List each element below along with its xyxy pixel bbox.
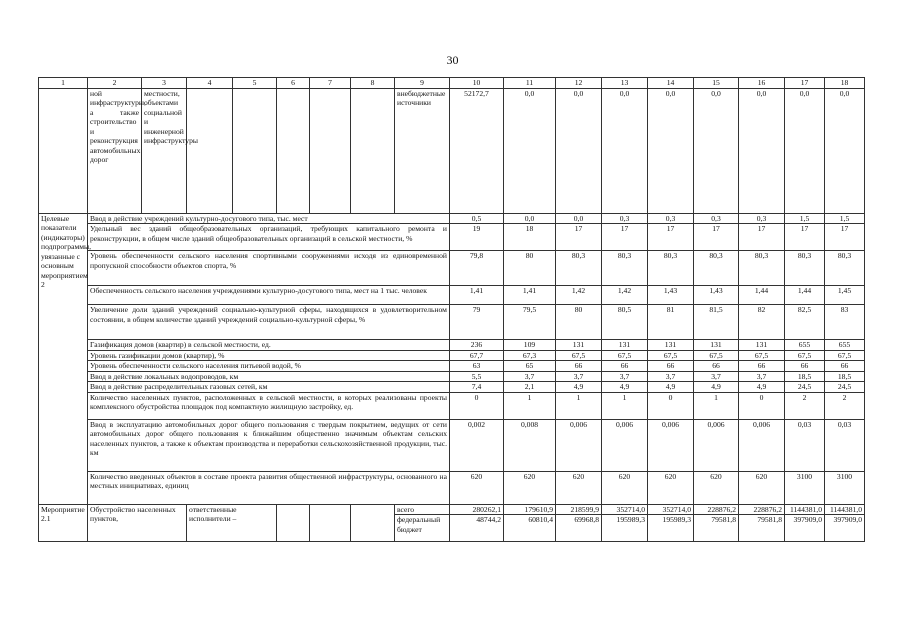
- indicator-value: 0,006: [739, 419, 785, 471]
- column-number: 15: [694, 78, 739, 89]
- indicator-value: 5,5: [450, 371, 504, 381]
- indicator-value: 1,43: [694, 286, 739, 305]
- indicator-value: 67,3: [504, 350, 556, 360]
- empty-cell: [277, 89, 310, 214]
- indicator-value: 0,5: [450, 214, 504, 224]
- indicator-value: 79: [450, 305, 504, 340]
- column-number: 6: [277, 78, 310, 89]
- indicator-value: 655: [825, 340, 865, 350]
- column-number: 10: [450, 78, 504, 89]
- indicator-value: 2: [785, 392, 825, 419]
- indicator-value: 1,44: [785, 286, 825, 305]
- indicator-value: 80,5: [602, 305, 648, 340]
- indicator-value: 19: [450, 224, 504, 251]
- indicator-value: 0,3: [648, 214, 694, 224]
- column-number: 5: [233, 78, 277, 89]
- indicator-value: 67,5: [648, 350, 694, 360]
- indicator-value: 1,5: [825, 214, 865, 224]
- indicator-value: 0,006: [602, 419, 648, 471]
- indicator-row: [39, 305, 865, 340]
- indicator-value: 1,42: [556, 286, 602, 305]
- indicator-value: 3,7: [504, 371, 556, 381]
- indicator-row: [39, 340, 865, 350]
- column-number: 8: [351, 78, 395, 89]
- funding-value: 1144381,0: [825, 504, 865, 514]
- indicator-value: 65: [504, 361, 556, 371]
- indicator-value: 236: [450, 340, 504, 350]
- funding-value: 179610,9: [504, 504, 556, 514]
- indicator-row: [39, 286, 865, 305]
- indicator-value: 620: [739, 471, 785, 504]
- funding-value: 69968,8: [556, 515, 602, 542]
- indicator-value: 83: [825, 305, 865, 340]
- indicator-value: 24,5: [785, 382, 825, 392]
- column-number: 9: [395, 78, 450, 89]
- value-cell: 0,0: [504, 89, 556, 214]
- indicator-value: 67,5: [825, 350, 865, 360]
- column-number: 4: [187, 78, 233, 89]
- indicator-value: 4,9: [556, 382, 602, 392]
- indicator-text: Газификация домов (квартир) в сельской местности, ед.: [88, 340, 450, 350]
- indicator-value: 67,7: [450, 350, 504, 360]
- responsible-executors: ответственные исполнители –: [187, 504, 277, 541]
- indicator-value: 81: [648, 305, 694, 340]
- measure-name: Обустройство населенных пунктов,: [88, 504, 187, 541]
- indicator-value: 80,3: [825, 251, 865, 286]
- indicator-value: 0: [739, 392, 785, 419]
- indicator-value: 3,7: [602, 371, 648, 381]
- column-number: 18: [825, 78, 865, 89]
- indicator-row: [39, 361, 865, 371]
- indicator-value: 18,5: [785, 371, 825, 381]
- funding-value: 195989,3: [648, 515, 694, 542]
- indicator-text: Уровень обеспеченности сельского населения спортивными сооружениями исходя из единовременной пропускной способности объектов спорта, %: [88, 251, 450, 286]
- indicator-value: 0,008: [504, 419, 556, 471]
- funding-value: 195989,3: [602, 515, 648, 542]
- measure-label: Мероприятие 2.1: [39, 504, 88, 541]
- indicator-value: 0,03: [785, 419, 825, 471]
- indicator-value: 131: [694, 340, 739, 350]
- indicator-text: Количество введенных объектов в составе проекта развития общественной инфраструктуры, основанного на местных инициативах, единиц: [88, 471, 450, 504]
- indicator-value: 1,43: [648, 286, 694, 305]
- empty-cell: [233, 89, 277, 214]
- value-cell: 0,0: [648, 89, 694, 214]
- indicator-value: 80,3: [602, 251, 648, 286]
- indicator-value: 0,03: [825, 419, 865, 471]
- indicator-value: 3,7: [694, 371, 739, 381]
- column-number: 3: [142, 78, 187, 89]
- indicator-value: 66: [648, 361, 694, 371]
- empty-cell: [351, 504, 395, 541]
- indicator-text: Ввод в эксплуатацию автомобильных дорог общего пользования с твердым покрытием, ведущих от сети автомобильных дорог общего пользования к ближайшим общественно значимым объектам сельских населенных пунктов, а также к объектам производства и переработки сельскохозяйственной продукции, тыс. км: [88, 419, 450, 471]
- indicator-value: 66: [694, 361, 739, 371]
- indicator-value: 81,5: [694, 305, 739, 340]
- indicator-value: 17: [739, 224, 785, 251]
- indicator-value: 24,5: [825, 382, 865, 392]
- indicator-text: Уровень газификации домов (квартир), %: [88, 350, 450, 360]
- indicator-row: [39, 371, 865, 381]
- indicator-value: 1: [556, 392, 602, 419]
- indicator-value: 4,9: [694, 382, 739, 392]
- indicator-value: 80,3: [785, 251, 825, 286]
- goal-indicators-label: Целевые показатели (индикаторы) подпрограммы, увязанные с основным мероприятием 2: [39, 214, 88, 505]
- indicator-value: 80,3: [648, 251, 694, 286]
- funding-value: 397909,0: [785, 515, 825, 542]
- indicator-value: 1: [602, 392, 648, 419]
- indicator-value: 66: [785, 361, 825, 371]
- indicator-value: 17: [694, 224, 739, 251]
- funding-value: 79581,8: [694, 515, 739, 542]
- funding-value: 228876,2: [739, 504, 785, 514]
- column-number: 17: [785, 78, 825, 89]
- value-cell: 52172,7: [450, 89, 504, 214]
- indicator-value: 3,7: [739, 371, 785, 381]
- indicator-row: [39, 392, 865, 419]
- empty-cell: [277, 504, 310, 541]
- indicator-text: Ввод в действие локальных водопроводов, км: [88, 371, 450, 381]
- indicator-value: 67,5: [602, 350, 648, 360]
- column-number: 1: [39, 78, 88, 89]
- indicator-value: 67,5: [739, 350, 785, 360]
- funding-value: 79581,8: [739, 515, 785, 542]
- value-cell: 0,0: [739, 89, 785, 214]
- indicator-value: 0: [450, 392, 504, 419]
- indicator-value: 3100: [785, 471, 825, 504]
- indicator-value: 131: [556, 340, 602, 350]
- indicator-row: [39, 224, 865, 251]
- indicator-value: 0,006: [556, 419, 602, 471]
- indicator-value: 66: [739, 361, 785, 371]
- empty-cell: [187, 89, 233, 214]
- indicator-value: 0,3: [602, 214, 648, 224]
- indicator-text: Ввод в действие учреждений культурно-досугового типа, тыс. мест: [88, 214, 450, 224]
- column-number: 13: [602, 78, 648, 89]
- indicator-value: 82,5: [785, 305, 825, 340]
- empty-cell: [351, 89, 395, 214]
- indicator-value: 79,8: [450, 251, 504, 286]
- column-number-row: [39, 78, 865, 89]
- value-cell: 0,0: [694, 89, 739, 214]
- value-cell: 0,0: [825, 89, 865, 214]
- page-number: 30: [446, 53, 459, 67]
- indicator-text: Обеспеченность сельского населения учреждениями культурно-досугового типа, мест на 1 тыс. человек: [88, 286, 450, 305]
- indicator-value: 620: [556, 471, 602, 504]
- indicator-value: 80,3: [556, 251, 602, 286]
- indicator-value: 1,44: [739, 286, 785, 305]
- indicator-value: 4,9: [602, 382, 648, 392]
- indicator-value: 0,002: [450, 419, 504, 471]
- indicator-value: 80,3: [694, 251, 739, 286]
- funding-value: 352714,0: [602, 504, 648, 514]
- empty-cell: [310, 89, 351, 214]
- funding-value: 352714,0: [648, 504, 694, 514]
- column-number: 11: [504, 78, 556, 89]
- indicator-value: 67,5: [556, 350, 602, 360]
- funding-value: 280262,1: [450, 504, 504, 514]
- indicator-row: [39, 471, 865, 504]
- empty-cell: [310, 504, 351, 541]
- indicator-value: 1,45: [825, 286, 865, 305]
- indicator-value: 17: [785, 224, 825, 251]
- empty-cell: [39, 89, 88, 214]
- indicator-value: 1: [694, 392, 739, 419]
- indicator-value: 80: [504, 251, 556, 286]
- indicator-value: 66: [602, 361, 648, 371]
- indicator-value: 131: [602, 340, 648, 350]
- indicator-row: [39, 251, 865, 286]
- activity-name-cell: ной инфраструктуры, а также строительство и реконструкция автомобильных дорог: [88, 89, 142, 214]
- indicator-value: 0,0: [504, 214, 556, 224]
- indicator-value: 4,9: [739, 382, 785, 392]
- indicator-value: 18: [504, 224, 556, 251]
- indicator-value: 3100: [825, 471, 865, 504]
- program-table: [38, 77, 865, 542]
- continuation-row: [39, 89, 865, 214]
- indicator-value: 7,4: [450, 382, 504, 392]
- value-cell: 0,0: [602, 89, 648, 214]
- funding-source-cell: внебюджетные источники: [395, 89, 450, 214]
- indicator-text: Уровень обеспеченности сельского населения питьевой водой, %: [88, 361, 450, 371]
- indicator-value: 2,1: [504, 382, 556, 392]
- indicator-value: 82: [739, 305, 785, 340]
- indicator-value: 63: [450, 361, 504, 371]
- indicator-value: 80,3: [739, 251, 785, 286]
- indicator-value: 0,006: [648, 419, 694, 471]
- indicator-row: [39, 214, 865, 224]
- funding-value: 228876,2: [694, 504, 739, 514]
- indicator-value: 17: [825, 224, 865, 251]
- funding-value: 397909,0: [825, 515, 865, 542]
- column-number: 14: [648, 78, 694, 89]
- indicator-value: 620: [450, 471, 504, 504]
- indicator-text: Увеличение доли зданий учреждений социально-культурной сферы, находящихся в удовлетворительном состоянии, в общем количестве зданий учреждений социально-культурной сферы, %: [88, 305, 450, 340]
- indicator-value: 3,7: [648, 371, 694, 381]
- indicator-value: 131: [648, 340, 694, 350]
- indicator-value: 0,006: [694, 419, 739, 471]
- indicator-value: 17: [556, 224, 602, 251]
- indicator-value: 17: [648, 224, 694, 251]
- indicator-value: 18,5: [825, 371, 865, 381]
- value-cell: 0,0: [785, 89, 825, 214]
- indicator-value: 1,41: [450, 286, 504, 305]
- indicator-value: 0: [648, 392, 694, 419]
- indicator-value: 67,5: [785, 350, 825, 360]
- activity-desc-cell: местности, объектами социальной и инженерной инфраструктуры: [142, 89, 187, 214]
- funding-value: 48744,2: [450, 515, 504, 542]
- funding-value: 1144381,0: [785, 504, 825, 514]
- indicator-value: 0,0: [556, 214, 602, 224]
- indicator-value: 655: [785, 340, 825, 350]
- indicator-text: Количество населенных пунктов, расположенных в сельской местности, в которых реализованы проекты комплексного обустройства площадок под компактную жилищную застройку, ед.: [88, 392, 450, 419]
- funding-value: 218599,9: [556, 504, 602, 514]
- indicator-value: 620: [648, 471, 694, 504]
- indicator-row: [39, 419, 865, 471]
- indicator-value: 3,7: [556, 371, 602, 381]
- indicator-value: 1,42: [602, 286, 648, 305]
- indicator-value: 79,5: [504, 305, 556, 340]
- column-number: 12: [556, 78, 602, 89]
- indicator-value: 1,5: [785, 214, 825, 224]
- indicator-value: 109: [504, 340, 556, 350]
- indicator-value: 80: [556, 305, 602, 340]
- column-number: 16: [739, 78, 785, 89]
- indicator-value: 620: [602, 471, 648, 504]
- indicator-text: Ввод в действие распределительных газовых сетей, км: [88, 382, 450, 392]
- indicator-value: 131: [739, 340, 785, 350]
- value-cell: 0,0: [556, 89, 602, 214]
- indicator-value: 1: [504, 392, 556, 419]
- indicator-value: 620: [694, 471, 739, 504]
- indicator-value: 66: [825, 361, 865, 371]
- indicator-text: Удельный вес зданий общеобразовательных организаций, требующих капитального ремонта и реконструкции, в общем числе зданий общеобразовательных организаций в сельской местности, %: [88, 224, 450, 251]
- column-number: 2: [88, 78, 142, 89]
- indicator-value: 17: [602, 224, 648, 251]
- indicator-value: 1,41: [504, 286, 556, 305]
- indicator-value: 67,5: [694, 350, 739, 360]
- indicator-row: [39, 350, 865, 360]
- indicator-value: 0,3: [739, 214, 785, 224]
- indicator-value: 0,3: [694, 214, 739, 224]
- funding-value: 60810,4: [504, 515, 556, 542]
- indicator-row: [39, 382, 865, 392]
- column-number: 7: [310, 78, 351, 89]
- funding-source-cell: федеральный бюджет: [395, 515, 450, 542]
- indicator-value: 66: [556, 361, 602, 371]
- indicator-value: 620: [504, 471, 556, 504]
- indicator-value: 4,9: [648, 382, 694, 392]
- funding-source-cell: всего: [395, 504, 450, 514]
- measure-row: [39, 504, 865, 514]
- indicator-value: 2: [825, 392, 865, 419]
